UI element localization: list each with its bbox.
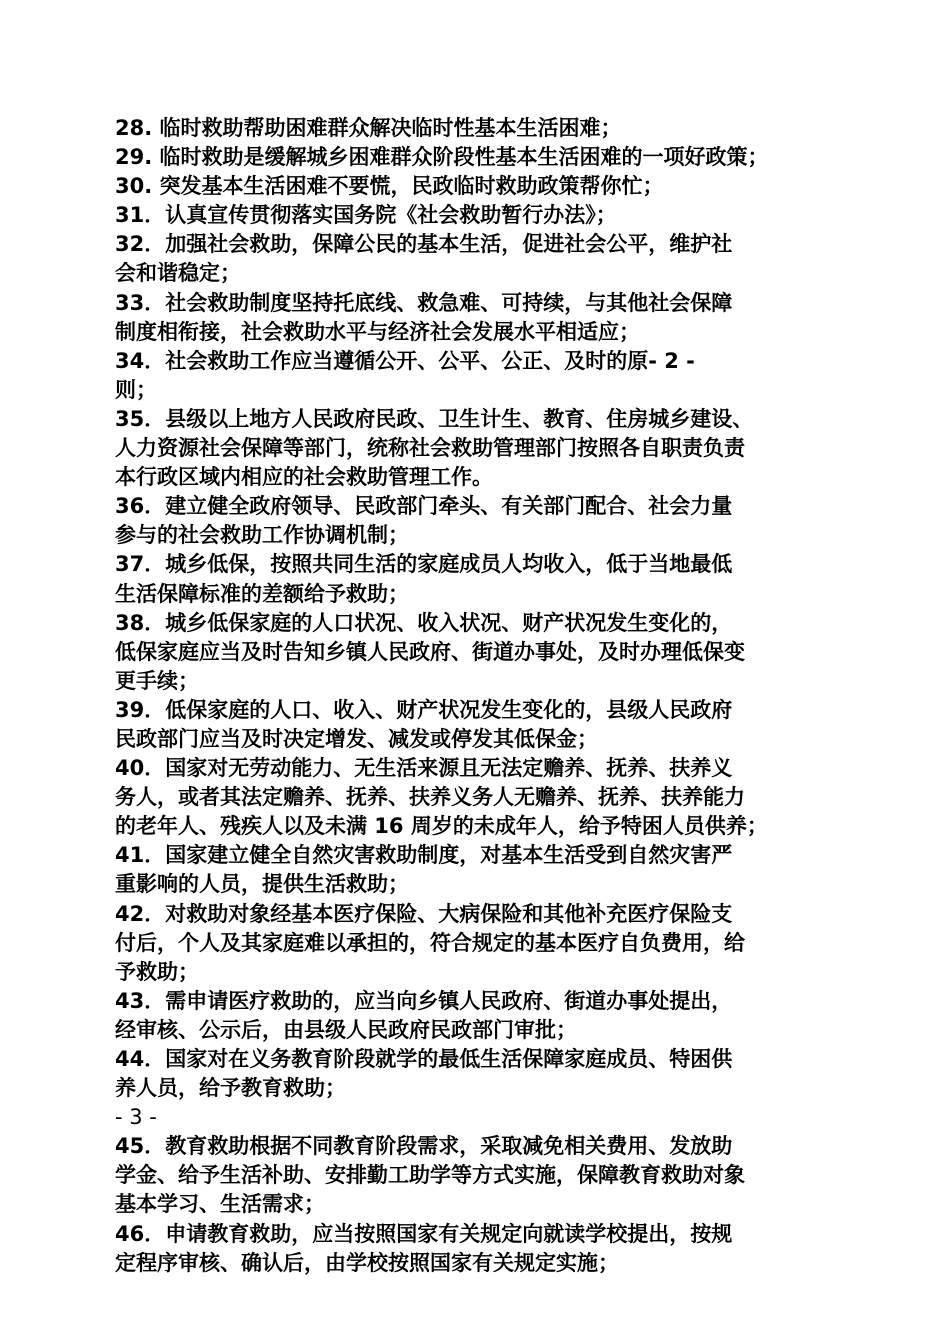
text-line: 学金、给予生活补助、安排勤工助学等方式实施，保障教育救助对象 [115, 1163, 745, 1188]
document-page [115, 114, 840, 1278]
text-line: 43．需申请医疗救助的，应当向乡镇人民政府、街道办事处提出， [115, 988, 733, 1013]
text-line: 予救助； [115, 959, 199, 984]
text-line: 参与的社会救助工作协调机制； [115, 523, 409, 548]
text-line: 45．教育救助根据不同教育阶段需求，采取减免相关费用、发放助 [115, 1134, 733, 1159]
text-line: 35．县级以上地方人民政府民政、卫生计生、教育、住房城乡建设、 [115, 406, 754, 431]
text-line: 40．国家对无劳动能力、无生活来源且无法定赡养、抚养、扶养义 [115, 756, 733, 781]
text-line: 29. 临时救助是缓解城乡困难群众阶段性基本生活困难的一项好政策； [115, 145, 769, 170]
text-line: 经审核、公示后，由县级人民政府民政部门审批； [115, 1017, 577, 1042]
text-line: 31．认真宣传贯彻落实国务院《社会救助暂行办法》； [115, 203, 617, 228]
text-line: 34．社会救助工作应当遵循公开、公平、公正、及时的原- 2 - [115, 348, 695, 373]
text-line: 的老年人、残疾人以及未满 16 周岁的未成年人，给予特困人员供养； [115, 814, 768, 839]
text-line: 46．申请教育救助，应当按照国家有关规定向就读学校提出，按规 [115, 1221, 733, 1246]
text-line: 定程序审核、确认后，由学校按照国家有关规定实施； [115, 1250, 619, 1275]
text-line: 民政部门应当及时决定增发、减发或停发其低保金； [115, 726, 598, 751]
text-line: 会和谐稳定； [115, 261, 241, 286]
text-line: 28. 临时救助帮助困难群众解决临时性基本生活困难； [115, 116, 622, 140]
text-line: 人力资源社会保障等部门，统称社会救助管理部门按照各自职责负责 [115, 436, 745, 461]
text-line: 低保家庭应当及时告知乡镇人民政府、街道办事处，及时办理低保变 [115, 639, 745, 664]
text-line: 41．国家建立健全自然灾害救助制度，对基本生活受到自然灾害严 [115, 843, 733, 868]
text-line: 36．建立健全政府领导、民政部门牵头、有关部门配合、社会力量 [115, 494, 733, 519]
text-line: 重影响的人员，提供生活救助； [115, 872, 409, 897]
text-line: 30. 突发基本生活困难不要慌，民政临时救助政策帮你忙； [115, 174, 664, 199]
text-line: 养人员，给予教育救助； [115, 1076, 346, 1101]
text-line: 本行政区域内相应的社会救助管理工作。 [115, 465, 493, 490]
text-line: 37．城乡低保，按照共同生活的家庭成员人均收入，低于当地最低 [115, 552, 733, 577]
text-line: 则； [115, 377, 157, 402]
text-line: 付后，个人及其家庭难以承担的，符合规定的基本医疗自负费用，给 [115, 930, 745, 955]
text-line: 42．对救助对象经基本医疗保险、大病保险和其他补充医疗保险支 [115, 901, 733, 926]
text-line: 39．低保家庭的人口、收入、财产状况发生变化的，县级人民政府 [115, 697, 733, 722]
text-line: 38．城乡低保家庭的人口状况、收入状况、财产状况发生变化的， [115, 610, 733, 635]
text-line: 32．加强社会救助，保障公民的基本生活，促进社会公平，维护社 [115, 232, 733, 257]
text-line: 基本学习、生活需求； [115, 1192, 325, 1217]
text-line: 更手续； [115, 668, 199, 693]
text-line: 生活保障标准的差额给予救助； [115, 581, 409, 606]
text-line: 33．社会救助制度坚持托底线、救急难、可持续，与其他社会保障 [115, 290, 733, 315]
text-line: 44．国家对在义务教育阶段就学的最低生活保障家庭成员、特困供 [115, 1047, 733, 1071]
text-line: 务人，或者其法定赡养、抚养、扶养义务人无赡养、抚养、扶养能力 [115, 785, 745, 810]
text-line: 制度相衔接，社会救助水平与经济社会发展水平相适应； [115, 319, 640, 344]
page-number: - 3 - [115, 1105, 157, 1130]
